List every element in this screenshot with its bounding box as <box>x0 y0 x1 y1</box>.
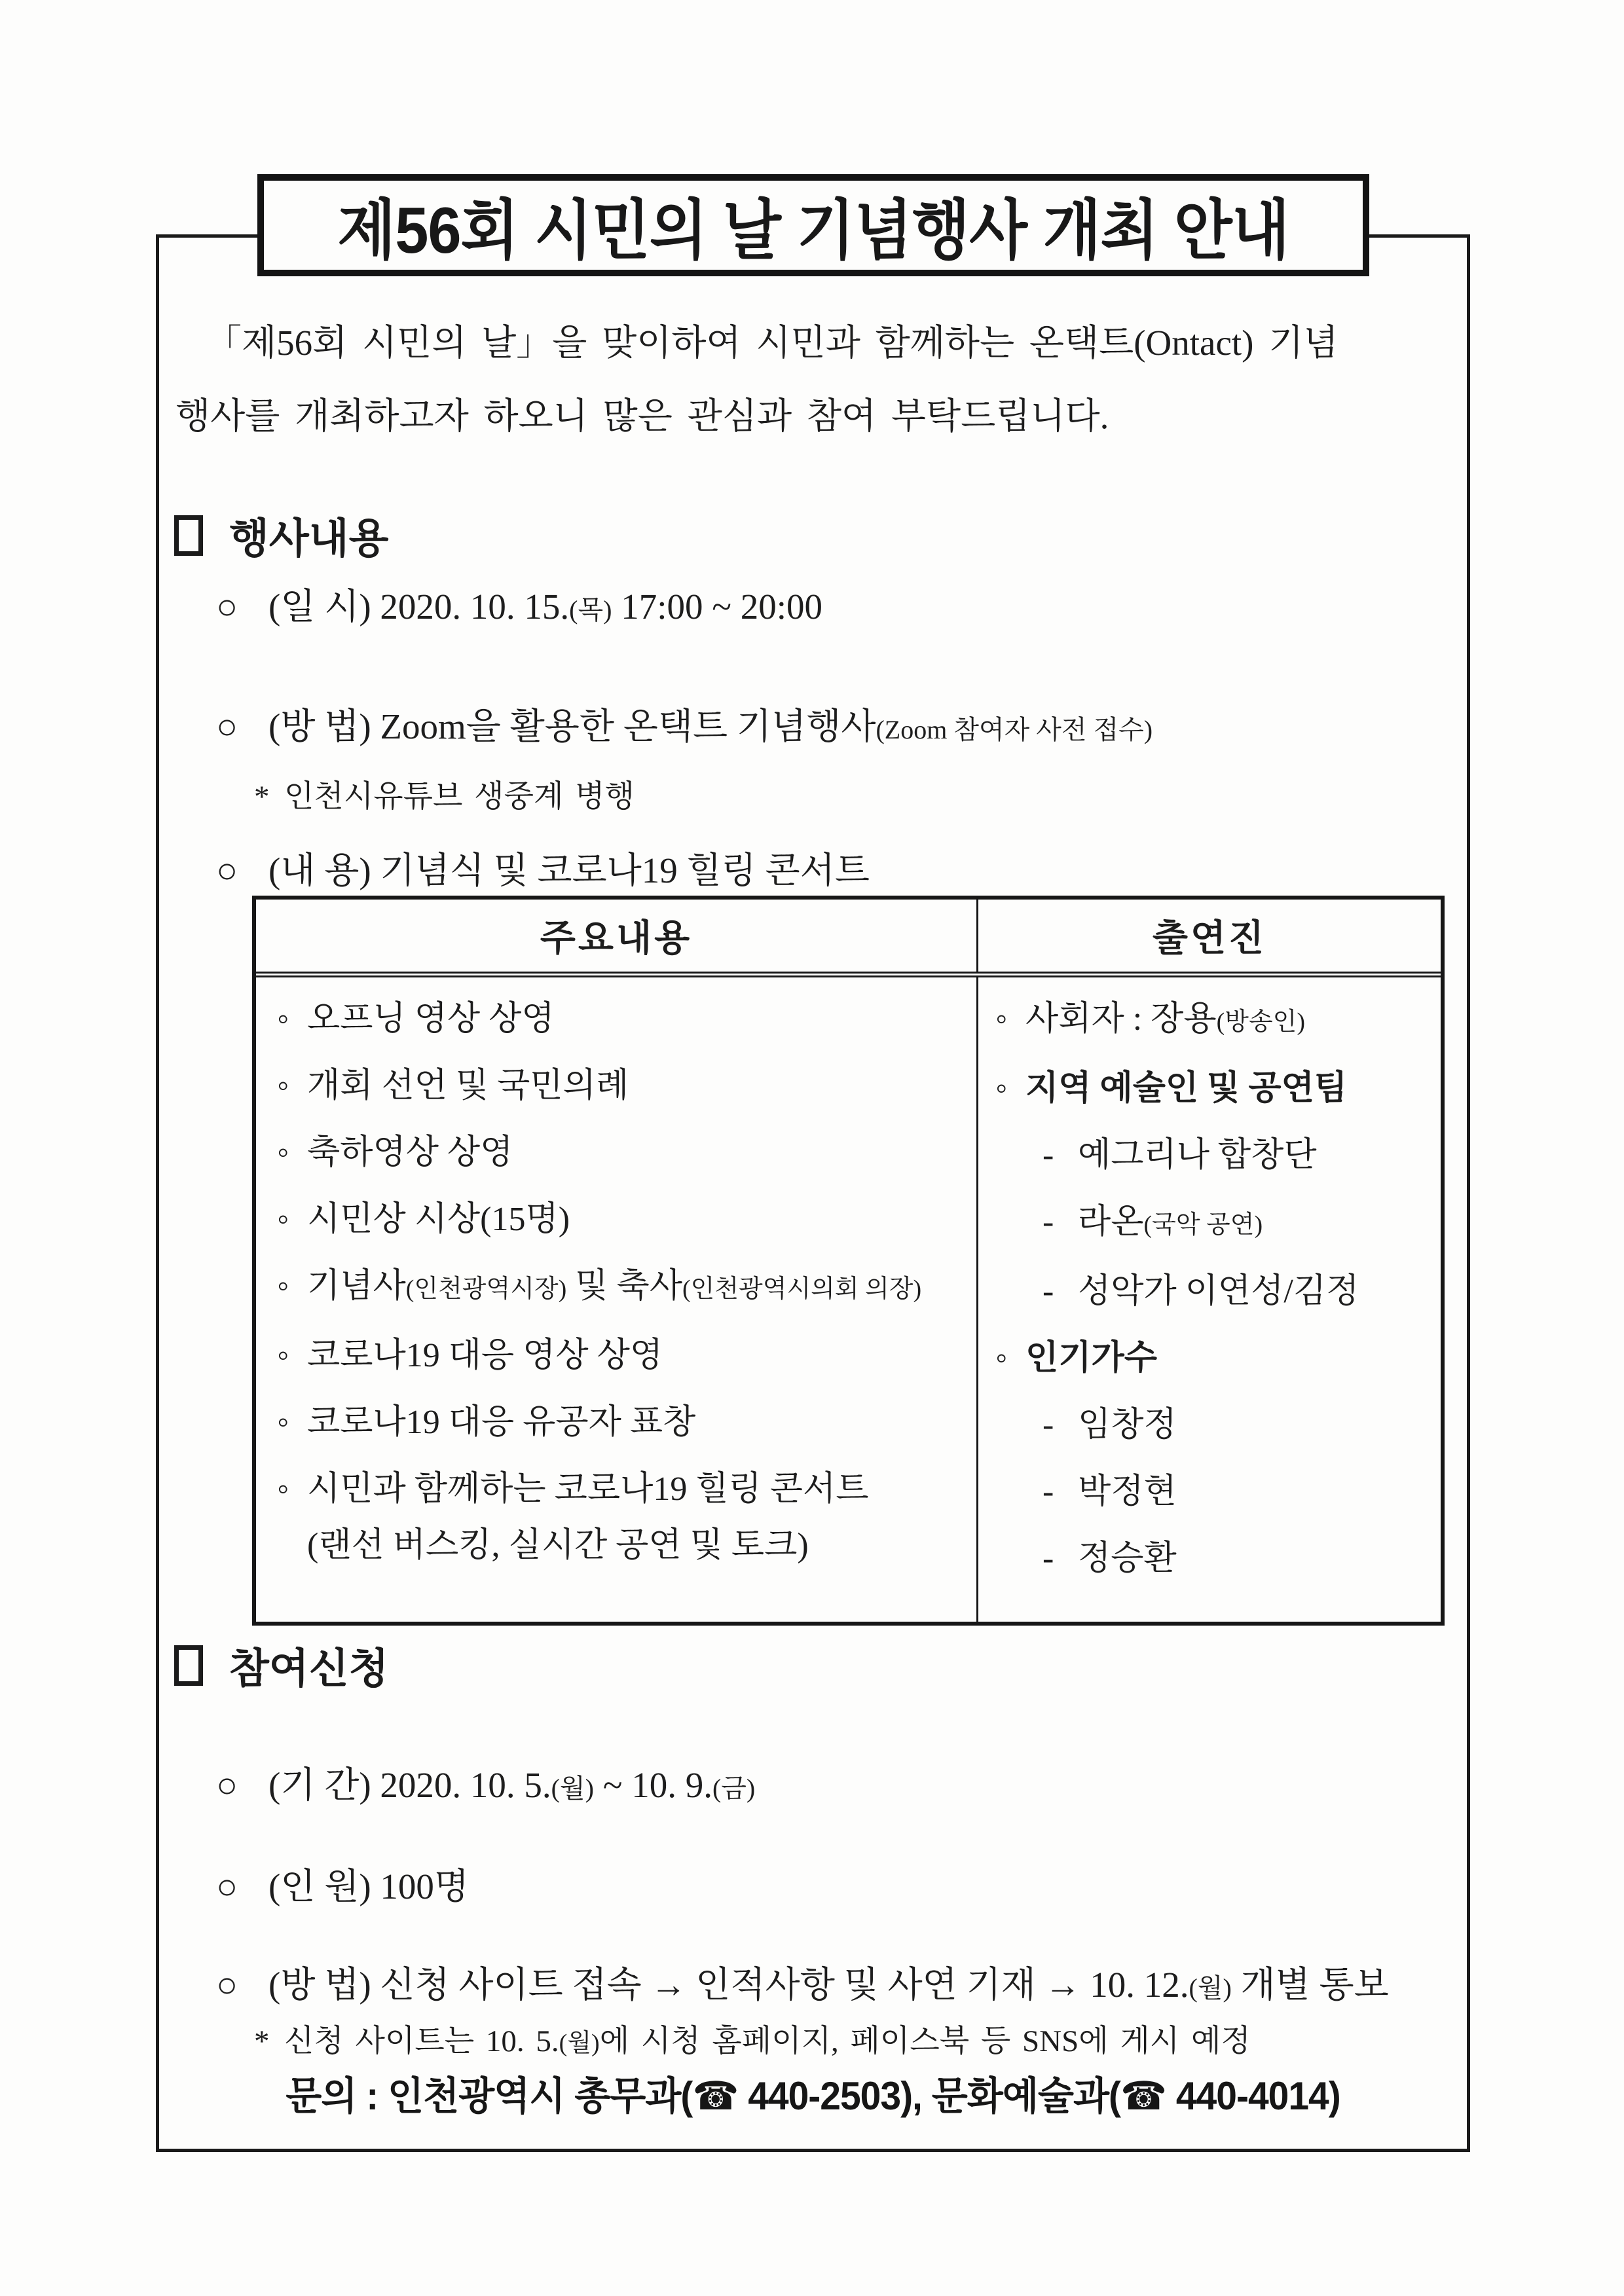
text-segment: (인 원) 100명 <box>268 1867 470 1906</box>
list-item <box>277 1402 976 1444</box>
apply-section-heading-label: 참여신청 <box>229 1646 389 1692</box>
list-item <box>277 1132 976 1174</box>
bullet-marker: ◦ <box>277 1067 289 1104</box>
list-item <box>277 1065 976 1107</box>
text-segment: 및 축사 <box>566 1267 682 1305</box>
item-text <box>268 1867 469 1906</box>
contact-footer: 문의 : 인천광역시 총무과(☎ 440-2503), 문화예술과(☎ 440-4014) <box>286 2074 1340 2119</box>
cast-column-header: 출연진 <box>1152 919 1267 959</box>
bullet-marker: ○ <box>216 1867 238 1906</box>
text-segment: 개별 통보 <box>1231 1965 1389 2005</box>
list-item <box>216 1962 1467 2011</box>
text-segment: 오프닝 영상 상영 <box>307 1000 555 1038</box>
item-text <box>284 2024 1251 2058</box>
item-text <box>268 1965 1389 2005</box>
bullet-marker: ◦ <box>277 1267 289 1305</box>
bullet-marker: ◦ <box>277 1201 289 1238</box>
item-text <box>307 1267 921 1305</box>
item-text <box>284 780 635 814</box>
event-section-heading-label: 행사내용 <box>229 516 389 562</box>
bullet-marker: ○ <box>216 587 238 627</box>
cast-list <box>995 998 1441 1580</box>
bullet-marker: ◦ <box>277 1000 289 1038</box>
text-segment: 정승환 <box>1078 1540 1177 1577</box>
event-section-heading <box>174 505 388 565</box>
program-cell <box>256 977 978 1622</box>
square-bullet-icon <box>174 1645 203 1686</box>
bullet-marker: ◦ <box>277 1404 289 1441</box>
list-item <box>216 1762 1467 1812</box>
item-text <box>268 587 822 627</box>
text-segment: 인천시유튜브 생중계 병행 <box>284 780 635 814</box>
list-item <box>995 1404 1441 1446</box>
text-segment: 신청 사이트는 10. 5. <box>284 2024 559 2058</box>
program-column-header: 주요내용 <box>256 900 978 972</box>
program-list <box>277 998 976 1567</box>
item-text <box>268 850 870 890</box>
item-text <box>1078 1137 1317 1174</box>
text-segment: 17:00 ~ 20:00 <box>612 587 823 627</box>
list-item <box>216 584 1467 633</box>
bullet-marker: ◦ <box>995 1339 1008 1377</box>
apply-detail-list <box>216 1762 1467 2063</box>
note-item <box>216 777 1467 816</box>
text-segment: (목) <box>569 595 612 625</box>
item-text <box>1025 1000 1305 1038</box>
list-item <box>277 998 976 1040</box>
bullet-marker: - <box>1043 1540 1054 1577</box>
title-box <box>257 174 1369 276</box>
bullet-marker: ◦ <box>277 1337 289 1374</box>
bullet-marker: - <box>1043 1203 1054 1241</box>
text-segment: 코로나19 대응 유공자 표창 <box>307 1404 696 1441</box>
text-segment: (내 용) 기념식 및 코로나19 힐링 콘서트 <box>268 850 870 890</box>
text-segment: (월) <box>559 2030 600 2057</box>
bullet-marker: * <box>254 2024 270 2058</box>
bullet-marker: - <box>1043 1406 1054 1444</box>
list-item <box>277 1199 976 1241</box>
list-item <box>995 1135 1441 1176</box>
intro-line-2: 행사를 개최하고자 하오니 많은 관심과 참여 부탁드립니다. <box>175 396 1109 436</box>
program-table <box>252 896 1445 1626</box>
text-segment: (일 시) 2020. 10. 15. <box>268 587 570 627</box>
bullet-marker: ○ <box>216 850 238 890</box>
item-text <box>1078 1473 1177 1510</box>
list-item <box>216 704 1467 753</box>
text-segment: (인천광역시의회 의장) <box>682 1275 922 1303</box>
text-segment: (기 간) 2020. 10. 5. <box>268 1765 551 1805</box>
item-text <box>1078 1406 1177 1444</box>
program-table-body <box>256 977 1441 1622</box>
item-text <box>307 1067 629 1104</box>
bullet-marker: * <box>254 780 270 814</box>
text-segment: 박정현 <box>1078 1473 1177 1510</box>
text-segment: 기념사 <box>307 1267 406 1305</box>
text-segment: 시민상 시상(15명) <box>307 1201 570 1238</box>
bullet-marker: ○ <box>216 1765 238 1805</box>
text-segment: (국악 공연) <box>1143 1211 1263 1239</box>
text-segment: (Zoom 참여자 사전 접수) <box>876 715 1153 744</box>
text-segment: (방 법) Zoom을 활용한 온택트 기념행사 <box>268 706 876 746</box>
text-segment: (월) <box>551 1774 594 1803</box>
text-segment: 에 시청 홈페이지, 페이스북 등 SNS에 게시 예정 <box>599 2024 1251 2058</box>
item-text <box>307 1201 570 1238</box>
text-segment: 예그리나 합창단 <box>1078 1137 1317 1174</box>
page-title: 제56회 시민의 날 기념행사 개최 안내 <box>337 194 1289 267</box>
list-item <box>277 1468 976 1510</box>
item-text <box>307 1527 809 1564</box>
text-segment: 인기가수 <box>1025 1339 1157 1377</box>
text-segment: 지역 예술인 및 공연팀 <box>1025 1070 1348 1107</box>
text-segment: (방송인) <box>1216 1008 1306 1036</box>
list-item <box>995 998 1441 1043</box>
square-bullet-icon <box>174 515 203 556</box>
note-item <box>216 2022 1467 2063</box>
bullet-marker: - <box>1043 1273 1054 1310</box>
cast-cell <box>978 977 1441 1622</box>
list-item <box>995 1538 1441 1580</box>
bullet-marker: ○ <box>216 1965 238 2005</box>
bullet-marker: ◦ <box>277 1470 289 1508</box>
bullet-marker: - <box>1043 1473 1054 1510</box>
list-item <box>995 1068 1441 1110</box>
list-item <box>995 1338 1441 1379</box>
text-segment: (금) <box>712 1774 756 1803</box>
bullet-marker: - <box>1043 1137 1054 1174</box>
program-table-header-row <box>256 900 1441 977</box>
text-segment: 축하영상 상영 <box>307 1134 513 1171</box>
item-text <box>1078 1273 1359 1310</box>
text-segment: (월) <box>1189 1973 1232 2003</box>
list-item <box>277 1335 976 1377</box>
bullet-marker: ◦ <box>277 1134 289 1171</box>
item-text <box>307 1404 695 1441</box>
item-text <box>307 1337 663 1374</box>
text-segment: (방 법) 신청 사이트 접속 → 인적사항 및 사연 기재 → 10. 12. <box>268 1965 1189 2005</box>
item-text <box>1078 1540 1177 1577</box>
list-item <box>995 1471 1441 1513</box>
text-segment: (랜선 버스킹, 실시간 공연 및 토크) <box>307 1527 809 1564</box>
intro-paragraph <box>175 306 1458 453</box>
text-segment: 코로나19 대응 영상 상영 <box>307 1337 663 1374</box>
item-text <box>307 1134 513 1171</box>
bullet-marker: ◦ <box>995 1000 1008 1038</box>
text-segment: ~ 10. 9. <box>593 1765 712 1805</box>
bullet-marker: ◦ <box>995 1070 1008 1107</box>
item-text <box>1025 1070 1347 1107</box>
text-segment: 성악가 이연성/김정 <box>1078 1273 1359 1310</box>
text-segment: 임창정 <box>1078 1406 1177 1444</box>
text-segment: (인천광역시장) <box>405 1275 567 1303</box>
item-text <box>307 1470 868 1508</box>
list-item <box>995 1271 1441 1313</box>
intro-line-1: 「제56회 시민의 날」을 맞이하여 시민과 함께하는 온택트(Ontact) 기념 <box>206 323 1338 363</box>
bullet-marker: ○ <box>216 706 238 746</box>
list-item <box>277 1525 976 1567</box>
text-segment: 개회 선언 및 국민의례 <box>307 1067 629 1104</box>
list-item <box>216 1864 1467 1910</box>
list-item <box>216 848 1467 894</box>
apply-section-heading <box>174 1635 388 1695</box>
list-item <box>277 1266 976 1310</box>
item-text <box>1025 1339 1157 1377</box>
text-segment: 사회자 : 장용 <box>1025 1000 1217 1038</box>
text-segment: 라온 <box>1078 1203 1144 1241</box>
list-item <box>995 1201 1441 1246</box>
item-text <box>268 706 1153 746</box>
text-segment: 시민과 함께하는 코로나19 힐링 콘서트 <box>307 1470 869 1508</box>
item-text <box>1078 1203 1263 1241</box>
item-text <box>268 1765 755 1805</box>
item-text <box>307 1000 555 1038</box>
